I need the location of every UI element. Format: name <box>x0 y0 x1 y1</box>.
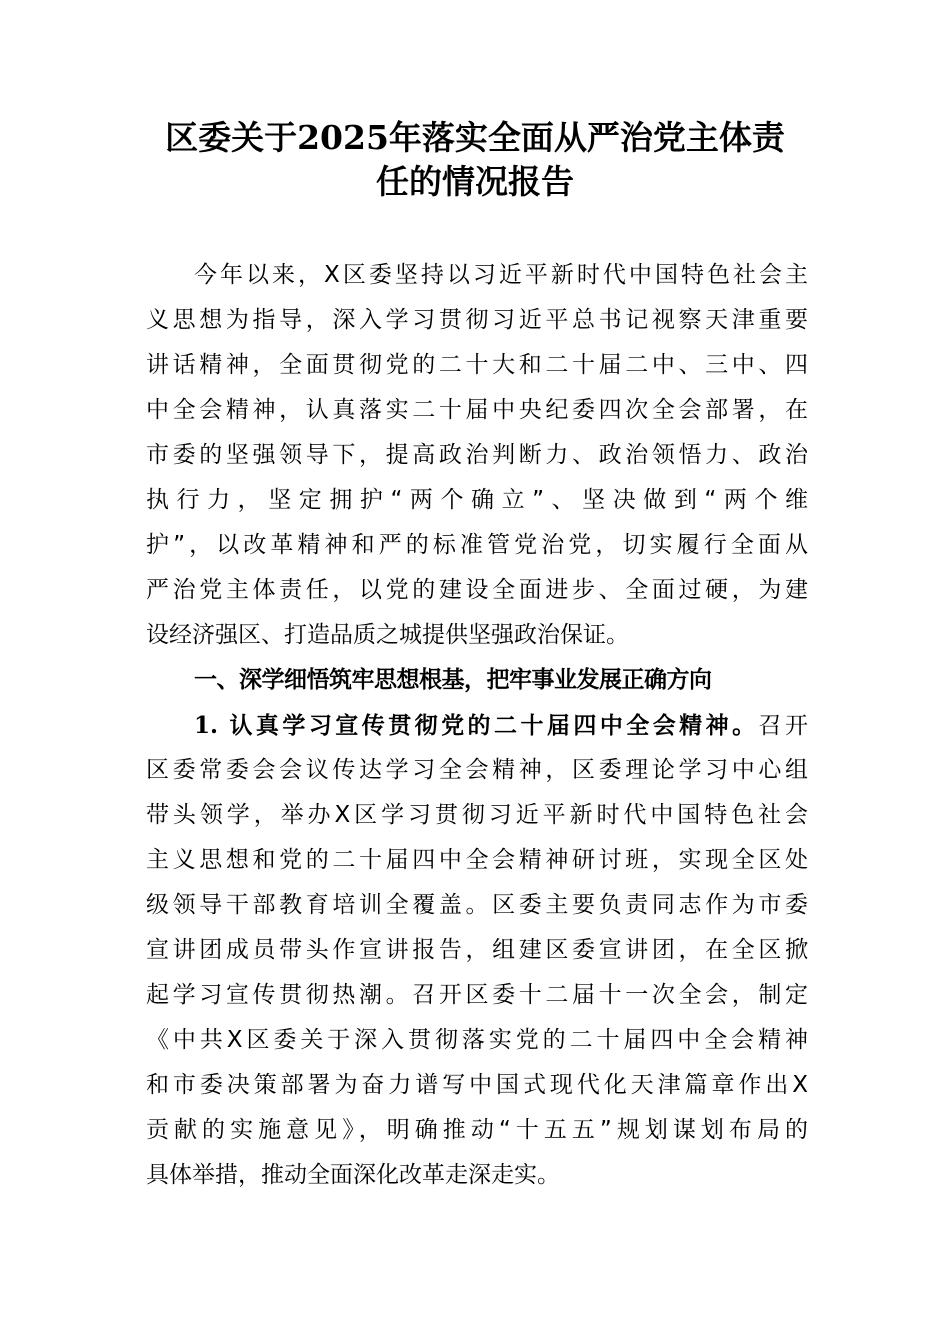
item-1-line-7: 起学习宣传贯彻热潮。召开区委十二届十一次全会，制定 <box>146 982 808 1008</box>
item-1-first-line <box>146 703 808 748</box>
document-body <box>146 253 808 1198</box>
intro-paragraph <box>146 253 808 658</box>
item-1-line-5: 级领导干部教育培训全覆盖。区委主要负责同志作为市委 <box>146 892 808 918</box>
intro-line-9: 设经济强区、打造品质之城提供坚强政治保证。 <box>146 622 629 648</box>
item-1-line-8: 《中共X区委关于深入贯彻落实党的二十届四中全会精神 <box>146 1027 808 1053</box>
item-1-line-3: 带头领学，举办X区学习贯彻习近平新时代中国特色社会 <box>146 802 808 828</box>
item-1-line-11: 具体举措，推动全面深化改革走深走实。 <box>146 1162 560 1188</box>
intro-line-3: 讲话精神，全面贯彻党的二十大和二十届二中、三中、四 <box>146 352 808 378</box>
item-1-line-9: 和市委决策部署为奋力谱写中国式现代化天津篇章作出X <box>146 1072 808 1098</box>
item-1-first-line-rest: 召开 <box>758 713 808 739</box>
document-title <box>140 116 810 204</box>
item-1-line-4: 主义思想和党的二十届四中全会精神研讨班，实现全区处 <box>146 847 808 873</box>
intro-line-1: 今年以来，X区委坚持以习近平新时代中国特色社会主 <box>194 262 808 288</box>
intro-line-7: 护”，以改革精神和严的标准管党治党，切实履行全面从 <box>146 532 808 558</box>
item-1-line-10: 贡献的实施意见》，明确推动“十五五”规划谋划布局的 <box>146 1117 808 1143</box>
intro-line-4: 中全会精神，认真落实二十届中央纪委四次全会部署，在 <box>146 397 808 423</box>
title-line-2: 任的情况报告 <box>376 162 574 201</box>
item-1-lead-title: 1. 认真学习宣传贯彻党的二十届四中全会精神。 <box>194 712 759 739</box>
item-1-line-2: 区委常委会会议传达学习全会精神，区委理论学习中心组 <box>146 757 808 783</box>
section-1-heading: 一、深学细悟筑牢思想根基，把牢事业发展正确方向 <box>194 667 712 693</box>
section-1-item-1 <box>146 703 808 1198</box>
intro-line-8: 严治党主体责任，以党的建设全面进步、全面过硬，为建 <box>146 577 808 603</box>
intro-line-2: 义思想为指导，深入学习贯彻习近平总书记视察天津重要 <box>146 307 808 333</box>
intro-line-5: 市委的坚强领导下，提高政治判断力、政治领悟力、政治 <box>146 442 808 468</box>
item-1-line-6: 宣讲团成员带头作宣讲报告，组建区委宣讲团，在全区掀 <box>146 937 808 963</box>
title-line-1: 区委关于2025年落实全面从严治党主体责 <box>165 118 785 157</box>
intro-line-6: 执行力，坚定拥护“两个确立”、坚决做到“两个维 <box>146 487 808 513</box>
section-1 <box>146 658 808 1198</box>
